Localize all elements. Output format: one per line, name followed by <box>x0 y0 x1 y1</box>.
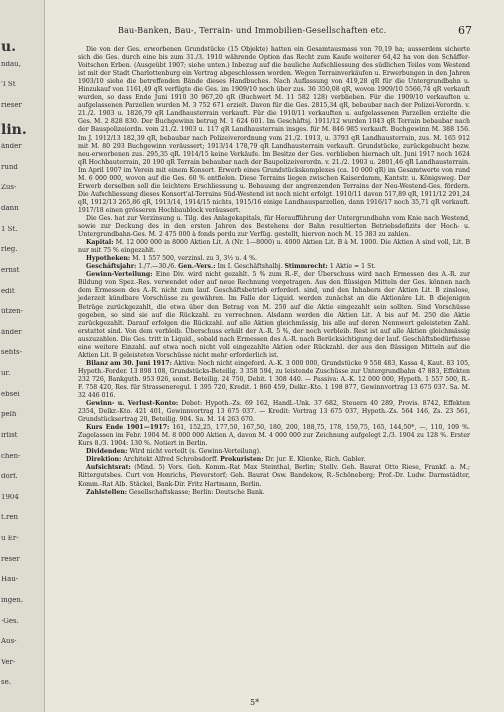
entry-label: Gen.-Vers.: <box>178 263 216 271</box>
margin-fragment: reser <box>1 555 20 563</box>
margin-fragment: u Er- <box>1 535 19 542</box>
margin-fragment: ingen. <box>1 596 24 604</box>
entry-gewinn-verlust-konto <box>78 400 470 424</box>
entry-gewinn-verteilung <box>78 271 470 360</box>
entry-text: M. 1 557 500, verzinsl. zu 3, 3½ u. 4 %. <box>132 255 257 263</box>
entry-label: Prokuristen: <box>220 456 264 464</box>
paragraph-untergrundbahn: Die Ges. hat zur Verzinsung u. Tilg. des Anlagekapitals, für Heraufführung der Untergrundbahn vom Knie nach Westend, sowie zur Deckung des in den ersten Jahren des Bestehens der Bahn resultierten Betriebsdefizits der Hoch- u. Untergrundbahn-Ges. M. 2 475 000 à fonds perdu zur Verfüg. gestellt, hiervon noch M. 15 383 zu zahlen. <box>78 214 470 239</box>
margin-fragment: rund <box>1 163 18 171</box>
margin-fragment: se. <box>1 679 11 687</box>
margin-fragment: Zus- <box>1 184 17 192</box>
margin-fragment: sehts- <box>1 349 23 357</box>
entry-label: Geschäftsjahr: <box>86 263 137 271</box>
margin-fragment: Ver- <box>1 658 16 666</box>
margin-fragment: u. <box>1 40 17 54</box>
margin-fragment: pelh <box>1 411 17 419</box>
margin-fragment: Hau- <box>1 576 19 584</box>
entry-label: Direktion: <box>86 456 122 464</box>
margin-fragment: ·Ges. <box>1 617 19 625</box>
margin-fragment: dann <box>1 205 19 212</box>
entry-text: (Mind. 5) Vors. Geh. Komm.-Rat Max Steinthal, Berlin; Stellv. Geh. Baurat Otto Riese, Frankf. a. M.; Rittergutsbes. Curt von Honrichs, Pieverstorf; Geh. Baurat Osw. Bandekow, R.-Schöneberg; Prof.-Dr. Ludw. Darmstädter, Komm.-Rat Alb. Stäckel, Bank-Dir. Fritz Hartmann, Berlin. <box>78 464 471 488</box>
entry-text: 1./7.—30./6. <box>138 263 177 271</box>
entry-text: Aktiva: Noch nicht eingeford. A.-K. 3 000 000, Grundstücke 9 558 483, Kassa 4, Kaut. 83 105, Hypoth.-Forder. 13 898 108, Grundstücks-Beteilig. 3 358 594, zu leistende Zuschüsse zur Untergrundbahn 47 883, Effekten 232 726, Bankguth. 953 926, sonst. Beteilig. 24 750, Debit. 1 308 440. — Passiva: A.-K. 12 000 000, Hypoth. 1 557 500, R.-F. 758 420, Res. für Strasseneregul. 1 395 720, Kredit. 1 860 459, Delkr.-Kto. 1 198 877, Gewinnvortrag 13 675 037. Sa. M. 32 446 016. <box>78 359 471 400</box>
entry-label: Zahlstellen: <box>86 488 128 496</box>
entry-label: Gewinn-Verteilung: <box>86 271 153 279</box>
entry-text: Debet: Hypoth.-Zs. 69 162, Handl.-Unk. 37 682, Steuern 40 289, Provis. 8742, Effekten 2354, Delkr.-Kto. 421 401, Gewinnvortrag 13 675 037. — Kredit: Vortrag 13 675 037, Hypoth.-Zs. 564 146, Zs. 23 561, Grundstücksertrag 20, Beteilig. 904. Sa. M. 14 263 670. <box>78 400 471 424</box>
entry-label: Bilanz am 30. Juni 1917: <box>86 359 172 367</box>
margin-fragment: ndau, <box>1 60 21 68</box>
page-number: 67 <box>458 24 472 37</box>
margin-fragment: änder <box>1 143 22 151</box>
entry-label: Hypotheken: <box>86 255 131 263</box>
margin-fragment: ernst <box>1 266 20 274</box>
paragraph-terrain: Die von der Ges. erworbenen Grundstücke (15 Objekte) hatten ein Gesamtausmass von 70,19 ha; ausserdem sicherte sich die Ges. durch eine bis zum 31./3. 1910 währende Option das Recht zum Kaufe weiterer 64,42 ha von den Schäffer-Voitschen Erben. (Ausgeübt 1907; siehe unten.) Inbezug auf die bauliche Aufschliessung des südlichen Teiles vom Westend ist mit der Stadt Charlottenburg ein Vertrag abgeschlossen worden. Wegen Terrainverkäufen u. Erwerbungen in den Jahren 1903/10 siehe die betreffenden Bände dieses Handbuches. Nach Auflassung von 419,28 qR für die Untergrundbahn u. Hinzukauf von 1161,49 qR verfügte die Ges. im 1909/10 noch über zus. 36 350,08 qR, wovon 1909/10 5566,74 qR verkauft wurden, so dass Ende Juni 1910 30 967,20 qR (Buchwert M. 11 582 128) verblieben. Für die 1909/10 verkauften u. aufgelassenen Parzellen wurden M. 3 752 671 erzielt. Davon für die Ges. 2815,34 qR, bebaubar nach der Polizei-Verordn. v. 21./2. 1903 u. 1826,79 qR Landhausterrain verkauft. Für die 1910/11 verkauften u. aufgelassenen Parzellen erzielte die Ges. M. 2 828 830. Der Buchgewinn betrug M. 1 624 601. Im Geschäftsj. 1911/12 wurden 1043 qR Terrain bebaubar nach der Bauspolizeiordn. vom 21./2. 1903 u. 117 qR Landhausterrain insges. für M. 846 985 verkauft. Buchgewinn M. 388 156. Im J. 1912/13 182,39 qR, bebaubar nach Polizeiverordnung vom 21./2. 1913, u. 3793 qR Landhausterrain, zus. M. 165 912 mit M. 80 293 Buchgewinn veräussert; 1913/14 178,79 qR Landhausterrain verkauft. Grundstücke, zurückgebucht bezw. neu-erworbenen zus. 295,35 qR. 1914/15 keine Verkäufe. Im Besitze der Ges. verblieben hiernach ult. Juni 1917 noch 1624 qR Hochbauterrain, 20 190 qR Terrain bebaubar nach der Baupolizeiverordn. v. 21./2. 1903 u. 2801,46 qR Landhausterrain. Im April 1907 im Verein mit einem Konsort. Erwerb eines Grundstückskomplexes (ca. 10 000 qR) im Gesamtwerte von rund M. 6 000 000, wovon auf die Ges. 60 % entfielen. Diese Terrains liegen zwischen Kaiserdamm, Kantstr. u. Königsweg. Der Erwerb derselben soll die leichtere Erschliessung u. Bebauung der angrenzenden Terrains der Neu-Westend-Ges. fördern. Die Aufschliessung dieses Konsort'al-Terrains Süd-Westend ist noch nicht erfolgt. 1910/11 davon 517,89 qR, 1911/12 291,24 qR, 1912/13 265,86 qR, 1913/14, 1914/15 nichts, 1915/16 einige Landhausparzellen, dann 1916/17 noch 35,71 qR verkauft. 1917/18 einen grösseren Hochbaublock veräussert. <box>78 46 470 214</box>
margin-fragment: ützen- <box>1 308 24 316</box>
page-main-column <box>78 0 470 712</box>
page-body <box>78 46 470 497</box>
entry-text: Dr. jur. E. Klienke, Rich. Gabler. <box>265 456 366 464</box>
margin-fragment: 'I St <box>1 81 16 89</box>
entry-dividenden <box>78 448 470 456</box>
margin-fragment: rieser <box>1 101 22 109</box>
entry-direktion <box>78 456 470 464</box>
running-header <box>78 24 470 40</box>
margin-fragment: ebsei <box>1 390 20 398</box>
margin-fragment: chen- <box>1 452 21 460</box>
entry-text: Gesellschaftskasse; Berlin: Deutsche Bank. <box>129 488 265 496</box>
entry-label: Aufsichtsrat: <box>86 464 131 472</box>
entry-hypotheken <box>78 255 470 263</box>
entry-text: 161, 152,25, 177,50, 167,50, 180, 200, 188,75, 178, 159,75, 165, 144,50*, —, 110, 109 %. Zugelassen im Febr. 1904 M. 8 000 000 Aktien A, davon M. 4 000 000 zur Zeichnung aufgelegt 2./3. 1904 zu 128 %. Erster Kurs 8./3. 1904: 130 %. Notiert in Berlin. <box>78 424 470 448</box>
margin-fragment: ur. <box>1 370 11 377</box>
margin-fragment: 1904 <box>1 493 19 501</box>
entry-aufsichtsrat <box>78 464 470 488</box>
entry-label: Stimmrecht: <box>284 263 328 271</box>
entry-label: Kapital: <box>86 239 114 247</box>
entry-zahlstellen <box>78 489 470 497</box>
margin-fragment: rleg. <box>1 246 18 254</box>
margin-fragment: änder <box>1 328 22 336</box>
entry-geschaeftsjahr <box>78 263 470 271</box>
margin-fragment: lin. <box>1 122 27 137</box>
margin-fragment: 1 St. <box>1 225 18 233</box>
entry-label: Kurs Ende 1901—1917: <box>86 424 170 432</box>
margin-fragment: irlist <box>1 431 18 439</box>
entry-label: Dividenden: <box>86 448 128 456</box>
entry-text: Architekt Alfred Schrobsdorff. <box>123 456 219 464</box>
entry-label: Gewinn- u. Verlust-Konto: <box>86 400 179 408</box>
entry-text: Eine Div. wird nicht gezahlt. 5 % zum R.-F., der Überschuss wird nach Ermessen des A.-R. zur Bildung von Spez.-Res. verwendet oder auf neue Rechnung vorgetragen. Aus den flüssigen Mitteln der Ges. können nach dem Ermessen des A.-R. nicht zum lauf. Geschäftsbetrieb erforderl. sind, und den Inhabern der Aktien Lit. B zinslose, jederzeit kündbare Vorschüsse zu gewähren. Im Falle der Liquid. werden zunächst an die Aktionäre Lit. B diejenigen Beträge zurückgezahlt, die etwa über den Betrag von M. 250 auf die Aktie eingezahlt sein sollten. Sind Vorschüsse gegeben, so sind sie auf die Rückzahl. zu verrechnen. Alsdann werden die Aktien Lit. A bis auf M. 250 die Aktie zurückgezahlt. Darauf erfolgen die Rückzahl. auf alle Aktien gleichmässig, bis alle auf deren Nennwert geleisteten Zahl. erstattet sind. Von dem verbleib. Überschuss erhält der A.-R. 5 %, der noch verbleib. Rest ist auf alle Aktien gleichmässig auszuzahlen. Die Ges. tritt in Liquid., sobald nach Ermessen des A.-R. nach Berücksichtigung der lauf. Geschäftsbedürfnisse eine weitere Einzahl. auf etwa noch nicht voll eingezahlte Aktien oder Rückzahl. der aus den flüssigen Mitteln auf die Aktien Lit. B geleisteten Vorschüsse nicht mehr erforderlich ist. <box>78 271 470 359</box>
margin-fragment: Aus- <box>1 638 17 646</box>
footnote-mark: 5* <box>250 698 260 707</box>
entry-text: 1 Aktie = 1 St. <box>329 263 376 271</box>
entry-kurs <box>78 424 470 448</box>
entry-text: Wird nicht verteilt (s. Gewinn-Verteilung). <box>129 448 262 456</box>
left-margin-strip <box>0 0 45 712</box>
entry-kapital <box>78 239 470 255</box>
entry-bilanz <box>78 360 470 400</box>
margin-fragment: edit <box>1 287 15 295</box>
entry-text: Im I. Geschäftshalbj. <box>217 263 283 271</box>
margin-fragment: t.ren <box>1 514 19 522</box>
entry-text: M. 12 000 000 in 8000 Aktien Lit. A (Nr. 1—8000) u. 4000 Aktien Lit. B à M. 1000. Die Aktien A sind voll, Lit. B nur mit 75 % eingezahlt. <box>78 239 470 255</box>
running-title: Bau-Banken, Bau-, Terrain- und Immobilien-Gesellschaften etc. <box>118 26 387 35</box>
margin-fragment: dorf. <box>1 473 18 481</box>
